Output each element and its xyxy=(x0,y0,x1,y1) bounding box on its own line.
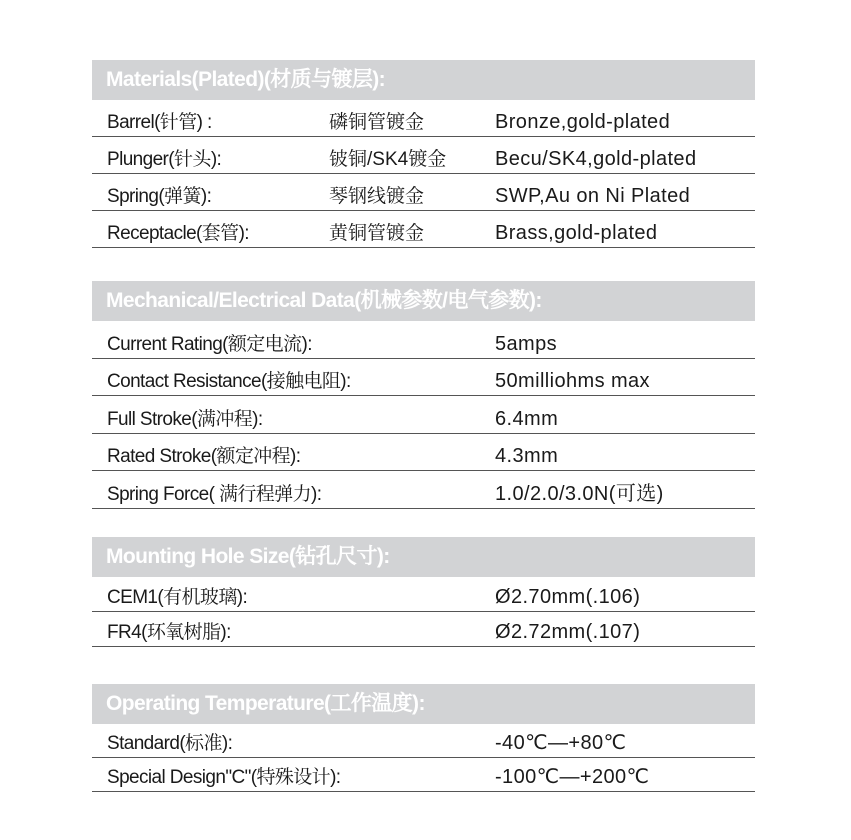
row-value: -100℃—+200℃ xyxy=(495,766,650,788)
row-label: Special Design"C"(特殊设计): xyxy=(107,767,341,788)
row-label: Contact Resistance(接触电阻): xyxy=(107,371,351,392)
row-value: 50milliohms max xyxy=(495,370,650,392)
materials-section xyxy=(92,60,755,248)
row-value: Bronze,gold-plated xyxy=(495,111,671,133)
row-value: Ø2.70mm(.106) xyxy=(495,586,641,608)
table-row xyxy=(92,137,755,174)
row-chinese: 黄铜管镀金 xyxy=(329,223,425,244)
table-row xyxy=(92,471,755,509)
row-value: -40℃—+80℃ xyxy=(495,732,627,754)
temperature-header: Operating Temperature(工作温度): xyxy=(92,684,755,724)
row-label: CEM1(有机玻璃): xyxy=(107,587,248,608)
row-label: FR4(环氧树脂): xyxy=(107,622,231,643)
row-value: 5amps xyxy=(495,332,558,355)
row-value: 4.3mm xyxy=(495,445,559,467)
materials-header: Materials(Plated)(材质与镀层): xyxy=(92,60,755,100)
row-value: Becu/SK4,gold-plated xyxy=(495,148,697,170)
table-row xyxy=(92,577,755,612)
table-row xyxy=(92,174,755,211)
row-label: Barrel(针管) : xyxy=(107,112,212,133)
row-value: Brass,gold-plated xyxy=(495,222,658,244)
mechanical-section xyxy=(92,281,755,509)
table-row xyxy=(92,396,755,434)
table-row xyxy=(92,359,755,397)
row-value: 1.0/2.0/3.0N(可选) xyxy=(495,482,664,505)
mounting-header: Mounting Hole Size(钻孔尺寸): xyxy=(92,537,755,577)
row-label: Plunger(针头): xyxy=(107,149,222,170)
row-chinese: 铍铜/SK4镀金 xyxy=(329,149,447,170)
table-row xyxy=(92,434,755,472)
row-label: Spring(弹簧): xyxy=(107,186,212,207)
table-row xyxy=(92,724,755,758)
row-value: Ø2.72mm(.107) xyxy=(495,621,641,643)
table-row xyxy=(92,321,755,359)
row-label: Rated Stroke(额定冲程): xyxy=(107,446,301,467)
table-row xyxy=(92,758,755,792)
row-chinese: 磷铜管镀金 xyxy=(329,112,425,133)
mounting-section xyxy=(92,537,755,647)
table-row xyxy=(92,612,755,647)
row-value: SWP,Au on Ni Plated xyxy=(495,185,691,207)
row-chinese: 琴钢线镀金 xyxy=(329,186,425,207)
row-label: Spring Force( 满行程弹力): xyxy=(107,483,322,505)
table-row xyxy=(92,211,755,248)
row-label: Current Rating(额定电流): xyxy=(107,333,312,355)
temperature-section xyxy=(92,684,755,792)
mechanical-header: Mechanical/Electrical Data(机械参数/电气参数): xyxy=(92,281,755,321)
row-label: Standard(标准): xyxy=(107,733,233,754)
table-row xyxy=(92,100,755,137)
row-value: 6.4mm xyxy=(495,407,559,430)
row-label: Full Stroke(满冲程): xyxy=(107,408,263,430)
row-label: Receptacle(套管): xyxy=(107,223,249,244)
